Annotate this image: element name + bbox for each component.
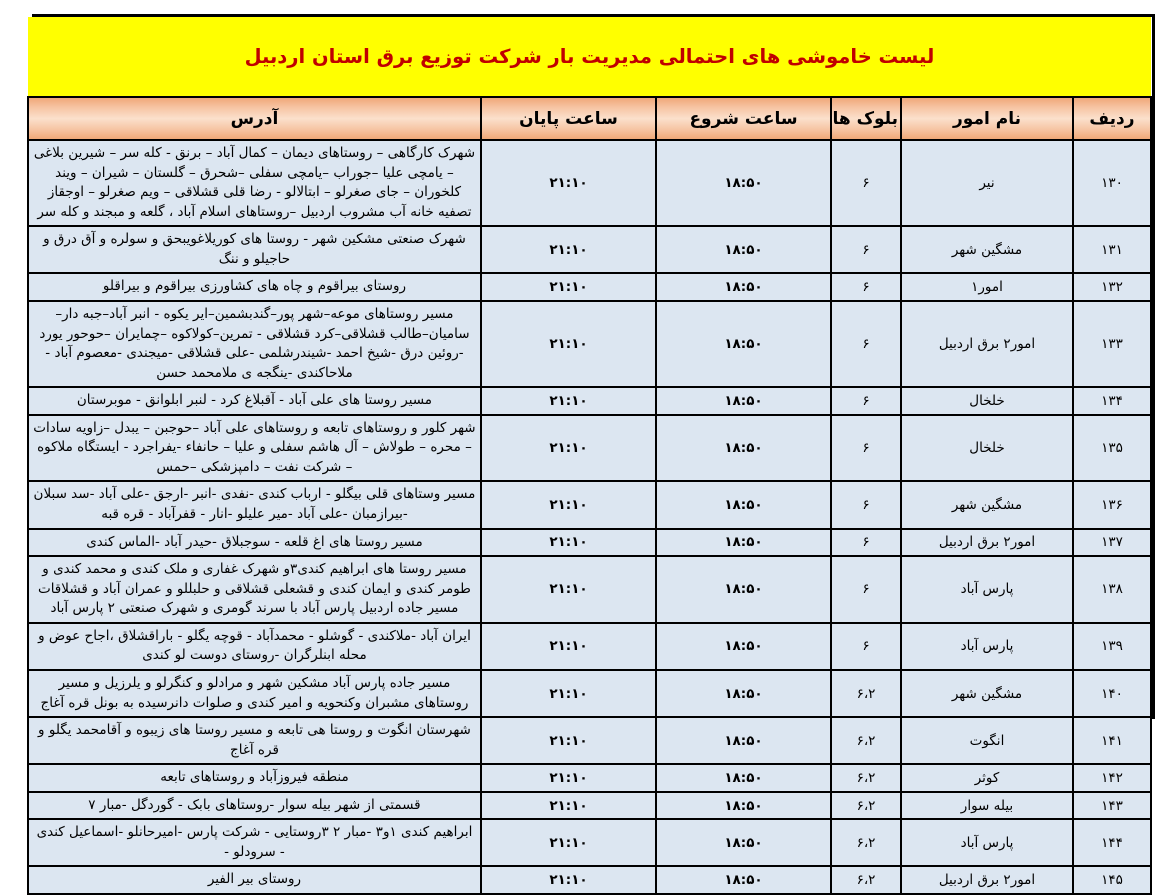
cell-row-number: ۱۴۰ — [1073, 670, 1151, 717]
cell-blocks: ۶ — [831, 273, 901, 301]
header-start-time: ساعت شروع — [656, 97, 831, 140]
cell-end-time: ۲۱:۱۰ — [481, 529, 656, 557]
cell-address: شهرستان انگوت و روستا هی تابعه و مسیر روستا های زیبوه و آقامحمد یگلو و قره آغاج — [28, 717, 481, 764]
table-row — [28, 819, 1151, 866]
cell-address: منطقه فیروزآباد و روستاهای تابعه — [28, 764, 481, 792]
page-title: لیست خاموشی های احتمالی مدیریت بار شرکت توزیع برق استان اردبیل — [244, 44, 935, 68]
cell-blocks: ۶ — [831, 226, 901, 273]
table-row — [28, 387, 1151, 415]
cell-end-time: ۲۱:۱۰ — [481, 764, 656, 792]
cell-blocks: ۶،۲ — [831, 866, 901, 894]
cell-start-time: ۱۸:۵۰ — [656, 556, 831, 623]
cell-blocks: ۶ — [831, 623, 901, 670]
cell-office-name: نیر — [901, 140, 1073, 226]
cell-end-time: ۲۱:۱۰ — [481, 301, 656, 387]
cell-office-name: امور۲ برق اردبیل — [901, 866, 1073, 894]
cell-end-time: ۲۱:۱۰ — [481, 556, 656, 623]
cell-blocks: ۶ — [831, 556, 901, 623]
cell-address: ایران آباد -ملاکندی - گوشلو - محمدآباد - قوچه یگلو - باراقشلاق ،اجاح عوض و محله ابنلرگران -روستای دوست لو کندی — [28, 623, 481, 670]
cell-address: قسمتی از شهر بیله سوار -روستاهای بابک - گوردگل -مبار ۷ — [28, 792, 481, 820]
cell-start-time: ۱۸:۵۰ — [656, 273, 831, 301]
table-body — [28, 140, 1151, 894]
cell-address: شهرک کارگاهی – روستاهای دیمان – کمال آباد – برنق - کله سر – شیرین بلاغی – یامچی علیا –جوراب –یامچی سفلی –شحرق – گلستان – شیران – ویند کلخوران – جای صغرلو – ابتالالو - رضا قلی قشلاقی – ویم صغرلو – اوجقاز تصفیه خانه آب مشروب اردبیل –روستاهای اسلام آباد ، گلعه و مبجند و کله سر — [28, 140, 481, 226]
cell-row-number: ۱۳۰ — [1073, 140, 1151, 226]
title-banner-cell — [28, 17, 1151, 97]
cell-row-number: ۱۴۲ — [1073, 764, 1151, 792]
cell-row-number: ۱۴۴ — [1073, 819, 1151, 866]
cell-start-time: ۱۸:۵۰ — [656, 819, 831, 866]
cell-address: مسیر روستا های علی آباد - آقبلاغ کرد - لنبر ابلوانق - موبرستان — [28, 387, 481, 415]
cell-address: شهر کلور و روستاهای تابعه و روستاهای علی آباد –حوجبن – یبدل –زاویه سادات – محره – طولاش – آل هاشم سفلی و علیا – حانفاء -یفراجرد - ایستگاه ملاکوه – شرکت نفت – دامپزشکی –حمس — [28, 415, 481, 482]
cell-row-number: ۱۳۴ — [1073, 387, 1151, 415]
cell-address: روستای بیراقوم و چاه های کشاورزی بیراقوم و بیراقلو — [28, 273, 481, 301]
cell-blocks: ۶ — [831, 481, 901, 528]
cell-row-number: ۱۳۸ — [1073, 556, 1151, 623]
cell-end-time: ۲۱:۱۰ — [481, 481, 656, 528]
header-address: آدرس — [28, 97, 481, 140]
cell-blocks: ۶،۲ — [831, 764, 901, 792]
table-row — [28, 623, 1151, 670]
cell-office-name: مشگین شهر — [901, 670, 1073, 717]
cell-address: مسیر وستاهای قلی بیگلو - ارباب کندی -نفدی -انبر -ارجق -علی آباد -سد سبلان -بیرازمبان -علی آباد -میر علیلو -انار - قفرآباد - قره قبه — [28, 481, 481, 528]
cell-start-time: ۱۸:۵۰ — [656, 764, 831, 792]
cell-end-time: ۲۱:۱۰ — [481, 140, 656, 226]
table-row — [28, 670, 1151, 717]
header-office-name: نام امور — [901, 97, 1073, 140]
cell-address: شهرک صنعتی مشکین شهر - روستا های کوریلاغویبحق و سولره و آق درق و حاجیلو و ننگ — [28, 226, 481, 273]
cell-office-name: پارس آباد — [901, 819, 1073, 866]
cell-start-time: ۱۸:۵۰ — [656, 415, 831, 482]
cell-start-time: ۱۸:۵۰ — [656, 140, 831, 226]
outage-schedule-table — [27, 17, 1152, 895]
cell-row-number: ۱۳۳ — [1073, 301, 1151, 387]
cell-office-name: خلخال — [901, 415, 1073, 482]
cell-blocks: ۶،۲ — [831, 717, 901, 764]
cell-office-name: پارس آباد — [901, 556, 1073, 623]
cell-blocks: ۶ — [831, 301, 901, 387]
cell-row-number: ۱۳۵ — [1073, 415, 1151, 482]
table-row — [28, 556, 1151, 623]
cell-end-time: ۲۱:۱۰ — [481, 819, 656, 866]
cell-office-name: مشگین شهر — [901, 481, 1073, 528]
table-row — [28, 529, 1151, 557]
cell-end-time: ۲۱:۱۰ — [481, 792, 656, 820]
cell-office-name: کوثر — [901, 764, 1073, 792]
cell-address: مسیر روستا های ابراهیم کندی۳و شهرک غفاری و ملک کندی و محمد کندی و طومر کندی و ایمان کندی و قشعلی قشلاقی و حلبللو و عمران آباد و قشلاقات مسیر جاده اردبیل پارس آباد با سرند گومری و شهرک صنعتی ۲ پارس آباد — [28, 556, 481, 623]
header-blocks: بلوک ها — [831, 97, 901, 140]
cell-office-name: امور۲ برق اردبیل — [901, 529, 1073, 557]
table-row — [28, 866, 1151, 894]
table-header-row — [28, 97, 1151, 140]
cell-start-time: ۱۸:۵۰ — [656, 623, 831, 670]
table-row — [28, 764, 1151, 792]
cell-start-time: ۱۸:۵۰ — [656, 301, 831, 387]
cell-office-name: بیله سوار — [901, 792, 1073, 820]
cell-address: مسیر جاده پارس آباد مشکین شهر و مرادلو و کنگرلو و یلرزیل و مسیر روستاهای مشبران وکنحویه و امیر کندی و صلوات دانرسیده به بونل قره آغاج — [28, 670, 481, 717]
cell-start-time: ۱۸:۵۰ — [656, 792, 831, 820]
cell-row-number: ۱۳۶ — [1073, 481, 1151, 528]
cell-blocks: ۶ — [831, 415, 901, 482]
cell-row-number: ۱۴۵ — [1073, 866, 1151, 894]
cell-blocks: ۶،۲ — [831, 819, 901, 866]
cell-office-name: امور۲ برق اردبیل — [901, 301, 1073, 387]
cell-start-time: ۱۸:۵۰ — [656, 481, 831, 528]
cell-office-name: انگوت — [901, 717, 1073, 764]
cell-blocks: ۶ — [831, 140, 901, 226]
cell-address: مسیر روستاهای موعه–شهر پور–گندبشمین–ایر یکوه - انبر آباد–جبه دار–سامیان–طالب قشلاقی–کرد قشلاقی - تمرین–کولاکوه –چمایران –حوحور یورد -روئین درق -شیخ احمد -شیندرشلمی -علی قشلاقی -میجندی -معصوم آباد - ملاحاکندی -ینگجه ی ملامحمد حسن — [28, 301, 481, 387]
cell-start-time: ۱۸:۵۰ — [656, 387, 831, 415]
cell-address: مسیر روستا های اغ قلعه - سوجبلاق -حیدر آباد -الماس کندی — [28, 529, 481, 557]
cell-address: روستای بیر الفیر — [28, 866, 481, 894]
cell-end-time: ۲۱:۱۰ — [481, 387, 656, 415]
cell-office-name: مشگین شهر — [901, 226, 1073, 273]
table-row — [28, 792, 1151, 820]
table-row — [28, 273, 1151, 301]
title-banner-row — [28, 17, 1151, 97]
cell-end-time: ۲۱:۱۰ — [481, 866, 656, 894]
cell-start-time: ۱۸:۵۰ — [656, 866, 831, 894]
outage-table-frame — [32, 14, 1155, 889]
cell-start-time: ۱۸:۵۰ — [656, 670, 831, 717]
cell-blocks: ۶ — [831, 387, 901, 415]
table-row — [28, 301, 1151, 387]
cell-row-number: ۱۳۲ — [1073, 273, 1151, 301]
cell-end-time: ۲۱:۱۰ — [481, 226, 656, 273]
table-row — [28, 140, 1151, 226]
cell-blocks: ۶ — [831, 529, 901, 557]
cell-row-number: ۱۳۹ — [1073, 623, 1151, 670]
cell-address: ابراهیم کندی ۱و۳ -مبار ۲ ۳روستایی - شرکت پارس -امیرحانلو -اسماعیل کندی - سرودلو - — [28, 819, 481, 866]
cell-start-time: ۱۸:۵۰ — [656, 529, 831, 557]
cell-start-time: ۱۸:۵۰ — [656, 717, 831, 764]
header-row-number: ردیف — [1073, 97, 1151, 140]
cell-row-number: ۱۴۳ — [1073, 792, 1151, 820]
cell-row-number: ۱۳۱ — [1073, 226, 1151, 273]
cell-end-time: ۲۱:۱۰ — [481, 273, 656, 301]
cell-row-number: ۱۳۷ — [1073, 529, 1151, 557]
cell-end-time: ۲۱:۱۰ — [481, 717, 656, 764]
table-row — [28, 717, 1151, 764]
cell-end-time: ۲۱:۱۰ — [481, 670, 656, 717]
table-row — [28, 481, 1151, 528]
cell-end-time: ۲۱:۱۰ — [481, 623, 656, 670]
cell-office-name: خلخال — [901, 387, 1073, 415]
cell-end-time: ۲۱:۱۰ — [481, 415, 656, 482]
cell-office-name: امور۱ — [901, 273, 1073, 301]
cell-start-time: ۱۸:۵۰ — [656, 226, 831, 273]
cell-blocks: ۶،۲ — [831, 792, 901, 820]
table-row — [28, 415, 1151, 482]
header-end-time: ساعت پایان — [481, 97, 656, 140]
table-row — [28, 226, 1151, 273]
cell-office-name: پارس آباد — [901, 623, 1073, 670]
cell-blocks: ۶،۲ — [831, 670, 901, 717]
cell-row-number: ۱۴۱ — [1073, 717, 1151, 764]
